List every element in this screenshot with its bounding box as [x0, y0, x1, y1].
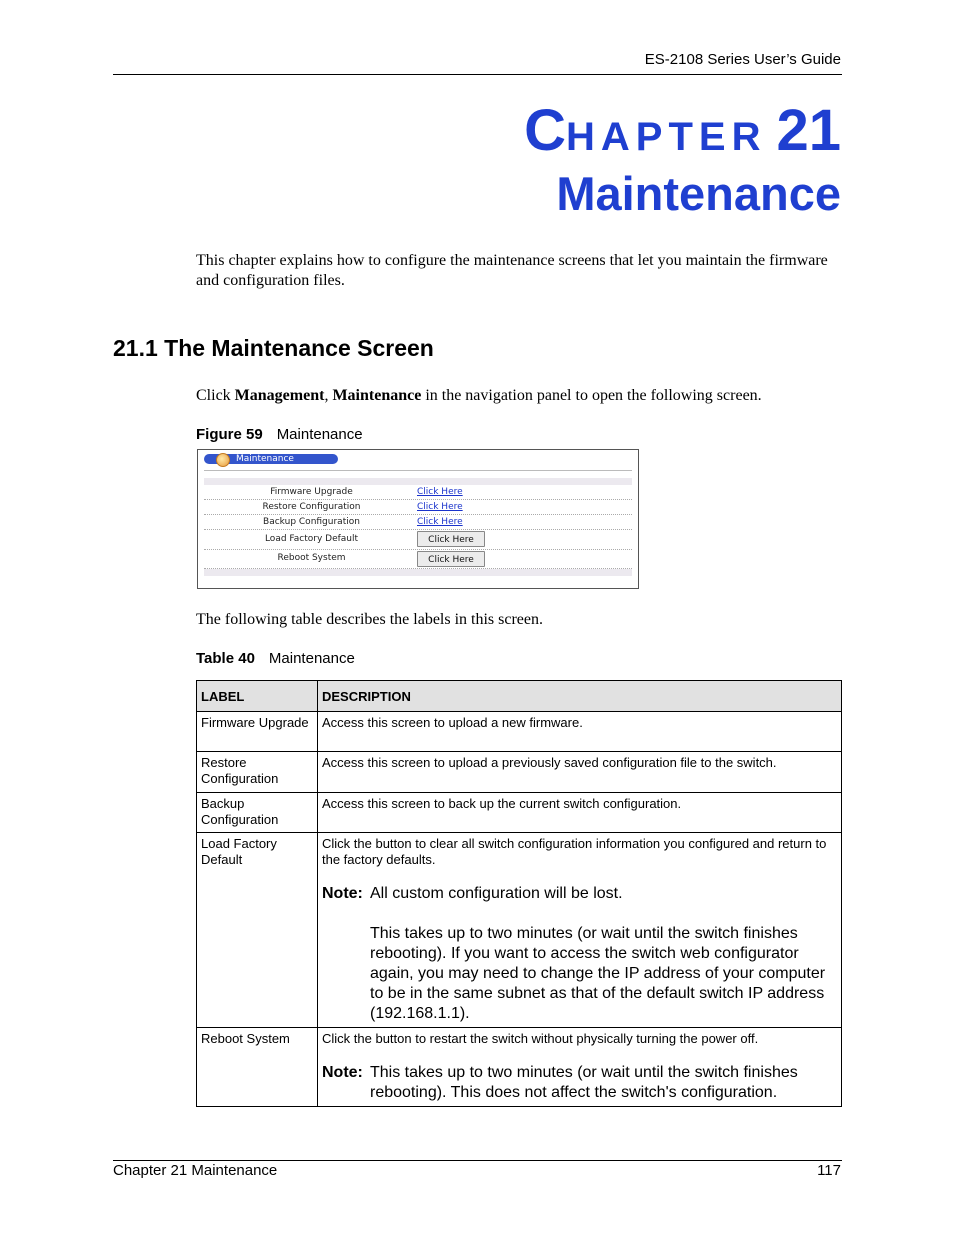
- table-caption: [196, 650, 355, 667]
- section-title: 21.1 The Maintenance Screen: [113, 335, 434, 361]
- table-row: [197, 793, 842, 833]
- note-label: Note:: [322, 885, 363, 902]
- instruction-suffix: in the navigation panel to open the following screen.: [421, 387, 762, 404]
- note-text: This takes up to two minutes (or wait until the switch finishes rebooting). This does not affect the switch's configuration.: [370, 1064, 798, 1101]
- banner-title: Maintenance: [236, 454, 294, 464]
- instruction-bold-maintenance: Maintenance: [332, 387, 422, 404]
- cell-description: Access this screen to back up the current switch configuration.: [318, 793, 842, 833]
- row-label: Reboot System: [277, 553, 346, 563]
- banner-divider: [204, 470, 632, 471]
- note-text: All custom configuration will be lost.: [370, 885, 623, 902]
- row-label: Load Factory Default: [264, 534, 359, 544]
- cell-label: Restore Configuration: [197, 752, 318, 793]
- row-load-factory-default: [204, 530, 632, 550]
- backup-configuration-link[interactable]: Click Here: [417, 517, 463, 527]
- description-text: Click the button to clear all switch configuration information you configured and return to the factory defaults.: [322, 836, 827, 867]
- navigation-instruction: [196, 386, 762, 406]
- intro-paragraph: This chapter explains how to configure the maintenance screens that let you maintain the firmware and configuration files.: [196, 252, 828, 289]
- row-firmware-upgrade: [204, 485, 632, 500]
- maintenance-screenshot: [197, 449, 639, 589]
- header-label: LABEL: [197, 681, 318, 712]
- instruction-prefix: Click: [196, 387, 235, 404]
- chapter-label-rest: HAPTER: [566, 115, 767, 159]
- cell-description: Access this screen to upload a previously saved configuration file to the switch.: [318, 752, 842, 793]
- figure-caption-label: Figure 59: [196, 426, 263, 443]
- chapter-number: 21: [776, 98, 841, 163]
- note-extra-text: This takes up to two minutes (or wait until the switch finishes rebooting). If you want to access the switch web configurator again, you may need to change the IP address of your computer to be in the same subnet as that of the default switch IP address (192.168.1.1).: [370, 925, 826, 1022]
- cell-label: Load Factory Default: [197, 833, 318, 1028]
- figure-caption: [196, 426, 363, 443]
- instruction-bold-management: Management: [234, 387, 325, 404]
- header-rule: [113, 74, 842, 75]
- cell-label: Firmware Upgrade: [197, 712, 318, 752]
- footer-rule: [113, 1160, 842, 1161]
- cell-description: Access this screen to upload a new firmware.: [318, 712, 842, 752]
- row-label: Backup Configuration: [263, 517, 360, 527]
- cell-description: [318, 1028, 842, 1107]
- banner-orb-icon: [216, 453, 230, 467]
- maintenance-panel: [204, 478, 632, 576]
- note-block: [322, 1063, 837, 1103]
- table-caption-text: Maintenance: [268, 650, 355, 667]
- description-text: Click the button to restart the switch without physically turning the power off.: [322, 1031, 759, 1046]
- footer-chapter: Chapter 21 Maintenance: [113, 1162, 278, 1179]
- maintenance-table: [196, 680, 842, 1107]
- table-row: [197, 833, 842, 1028]
- reboot-system-button[interactable]: Click Here: [417, 551, 485, 567]
- firmware-upgrade-link[interactable]: Click Here: [417, 487, 463, 497]
- table-row: [197, 712, 842, 752]
- note-label: Note:: [322, 1064, 363, 1081]
- restore-configuration-link[interactable]: Click Here: [417, 502, 463, 512]
- table-caption-label: Table 40: [196, 650, 255, 667]
- cell-label: Reboot System: [197, 1028, 318, 1107]
- instruction-separator: ,: [324, 387, 333, 404]
- cell-description: [318, 833, 842, 1028]
- table-row: [197, 752, 842, 793]
- page-number: 117: [817, 1162, 841, 1179]
- load-factory-default-button[interactable]: Click Here: [417, 531, 485, 547]
- chapter-title: Maintenance: [556, 167, 841, 220]
- header-description: DESCRIPTION: [318, 681, 842, 712]
- figure-caption-text: Maintenance: [276, 426, 363, 443]
- chapter-label-initial: C: [524, 98, 567, 163]
- table-intro: The following table describes the labels in this screen.: [196, 611, 544, 628]
- row-label: Restore Configuration: [262, 502, 361, 512]
- note-block: [322, 884, 837, 904]
- guide-title: ES-2108 Series User’s Guide: [644, 51, 841, 68]
- table-row: [197, 1028, 842, 1107]
- row-restore-configuration: [204, 500, 632, 515]
- cell-label: Backup Configuration: [197, 793, 318, 833]
- row-label: Firmware Upgrade: [270, 487, 353, 497]
- table-header-row: [197, 681, 842, 712]
- row-reboot-system: [204, 550, 632, 569]
- screen-title-banner: [204, 454, 338, 464]
- row-backup-configuration: [204, 515, 632, 530]
